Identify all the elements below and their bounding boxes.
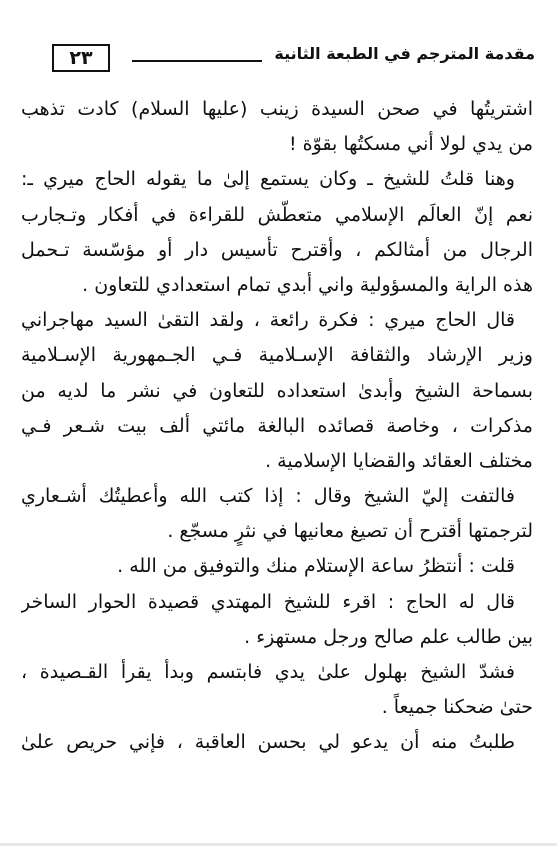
text-line: قال الحاج ميري : فكرة رائعة ، ولقد التقىٰ السيد مهاجراني bbox=[21, 309, 515, 332]
text-line: فالتفت إليّ الشيخ وقال : إذا كتب الله وأعطيتُك أشـعاري bbox=[21, 485, 515, 508]
page-header bbox=[52, 40, 535, 80]
body-text bbox=[21, 92, 533, 761]
text-line: من يدي لولا أني مسكتُها بقوّة ! bbox=[288, 133, 533, 156]
header-rule bbox=[132, 60, 262, 62]
text-line: هذه الراية والمسؤولية واني أبدي تمام استعدادي للتعاون . bbox=[82, 273, 533, 296]
text-line: وهنا قلتُ للشيخ ـ وكان يستمع إلىٰ ما يقوله الحاج ميري ـ: bbox=[21, 168, 515, 191]
text-line: وزير الإرشاد والثقافة الإسـلامية فـي الجـمهورية الإسـلامية bbox=[21, 344, 533, 367]
text-line: طلبتُ منه أن يدعو لي بحسن العاقبة ، فإني حريص علىٰ bbox=[21, 731, 515, 754]
text-line: بسماحة الشيخ وأبدىٰ استعداده للتعاون في نشر ما لديه من bbox=[21, 379, 533, 402]
text-line: قال له الحاج : اقرء للشيخ المهتدي قصيدة الحوار الساخر bbox=[21, 590, 515, 613]
text-line: لترجمتها أقترح أن تصيغ معانيها في نثرٍ مسجّع . bbox=[167, 520, 533, 543]
text-line: بين طالب علم صالح ورجل مستهزء . bbox=[244, 625, 533, 648]
text-line: الرجال من أمثالكم ، وأقترح تأسيس دار أو مؤسّسة تـحمل bbox=[21, 238, 533, 261]
running-head: مقدمة المترجم في الطبعة الثانية bbox=[274, 44, 535, 63]
page-number: ٢٣ bbox=[52, 44, 110, 72]
text-line: مختلف العقائد والقضايا الإسلامية . bbox=[265, 449, 533, 472]
text-line: نعم إنّ العالَم الإسلامي متعطّش للقراءة في أفكار وتـجارب bbox=[21, 203, 533, 226]
text-line: اشتريتُها في صحن السيدة زينب (عليها السلام) كادت تذهب bbox=[21, 98, 533, 120]
text-line: قلت : أنتظرُ ساعة الإستلام منك والتوفيق من الله . bbox=[117, 555, 515, 578]
text-line: فشدّ الشيخ بهلول علىٰ يدي فابتسم وبدأ يقرأ القـصيدة ، bbox=[21, 661, 515, 683]
text-line: مذكرات ، وخاصة قصائده البالغة مائتي ألف بيت شـعر فـي bbox=[21, 414, 533, 437]
text-line: حتىٰ ضحكنا جميعاً . bbox=[381, 696, 533, 719]
